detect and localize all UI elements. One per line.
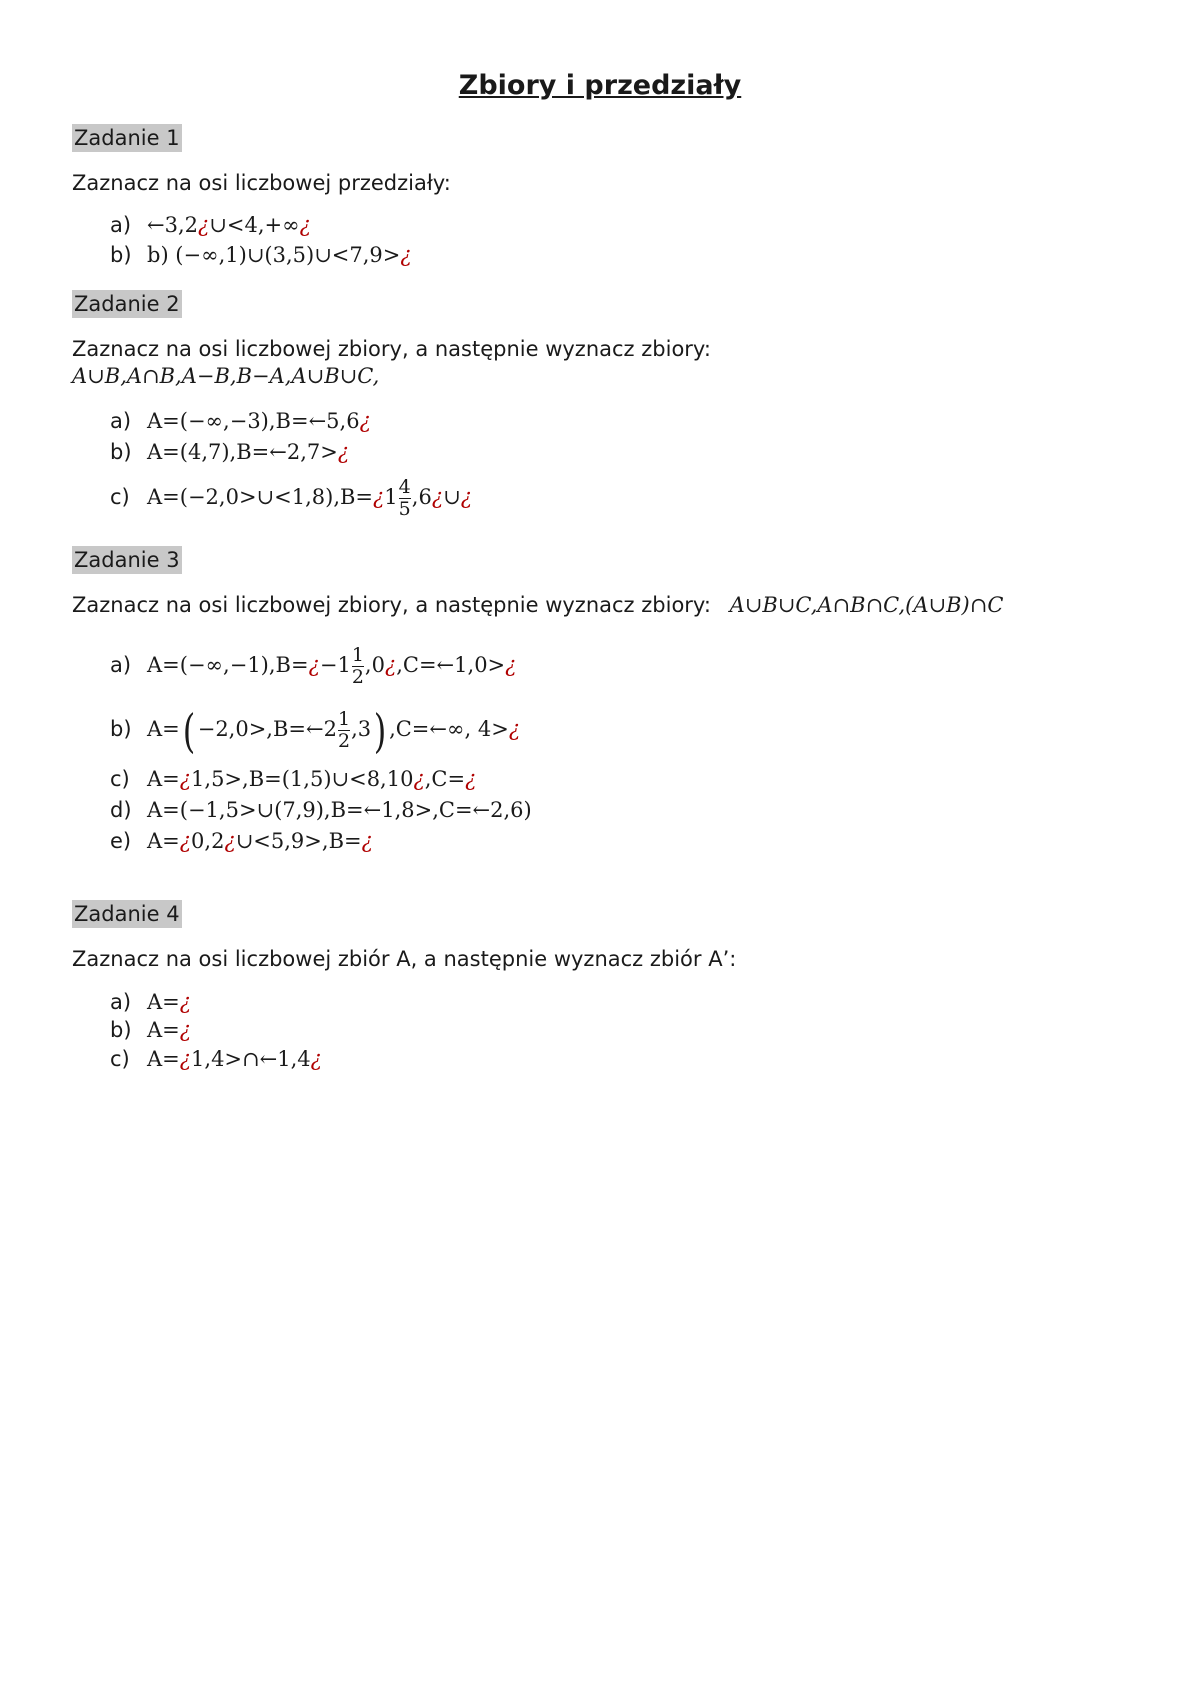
math-text: A=(−2,0>∪<1,8),B=	[147, 485, 374, 509]
task-2-instruction: Zaznacz na osi liczbowej zbiory, a następnie wyznacz zbiory:	[72, 337, 711, 361]
math-error-glyph: ¿	[179, 767, 192, 791]
task-2-item-c	[110, 474, 472, 520]
fraction-numerator: 1	[351, 644, 364, 666]
task-4-heading: Zadanie 4	[74, 902, 180, 926]
math-error-glyph: ¿	[400, 243, 412, 267]
math-text: A=	[147, 1018, 180, 1042]
math-text: ,C=	[424, 767, 466, 791]
math-error-glyph: ¿	[179, 1018, 192, 1042]
math-error-glyph: ¿	[359, 409, 371, 433]
task-3-item-a	[110, 640, 516, 690]
math-text: ∪	[443, 485, 461, 509]
math-error-glyph: ¿	[505, 653, 517, 677]
math-text: 0,2	[191, 829, 225, 853]
math-text: A=(−∞,−3),B=←5,6	[147, 409, 360, 433]
math-error-glyph: ¿	[384, 653, 397, 677]
math-text: 1	[384, 485, 398, 509]
math-text: −1	[319, 653, 351, 677]
fraction-denominator: 2	[337, 730, 351, 752]
page-title: Zbiory i przedziały	[458, 70, 742, 101]
item-label: e)	[110, 829, 132, 853]
math-error-glyph: ¿	[179, 990, 192, 1014]
task-4-item-a	[110, 987, 191, 1017]
math-error-glyph: ¿	[198, 213, 210, 237]
math-error-glyph: ¿	[460, 485, 472, 509]
math-error-glyph: ¿	[310, 1047, 322, 1071]
math-text: A=(−∞,−1),B=	[147, 653, 309, 677]
task-2-heading: Zadanie 2	[74, 292, 180, 316]
fraction	[352, 645, 364, 688]
math-text: ∪<4,+∞	[209, 213, 300, 237]
math-text: A=(4,7),B=←2,7>	[147, 440, 338, 464]
item-label: a)	[110, 409, 132, 433]
item-label: a)	[110, 653, 132, 677]
fraction-denominator: 2	[351, 666, 364, 688]
math-text: ,0	[364, 653, 385, 677]
fraction	[399, 477, 411, 520]
math-error-glyph: ¿	[373, 485, 385, 509]
task-3-instruction-text: Zaznacz na osi liczbowej zbiory, a następnie wyznacz zbiory:	[72, 593, 711, 617]
math-text: A=	[147, 767, 180, 791]
task-4-item-b	[110, 1015, 191, 1045]
math-text: A=	[147, 990, 180, 1014]
math-text: ,3	[351, 717, 372, 741]
item-label: a)	[110, 990, 132, 1014]
fraction-numerator: 4	[398, 476, 411, 498]
task-3-item-d	[110, 795, 532, 825]
task-1-item-b	[110, 240, 412, 270]
item-label: b)	[110, 717, 132, 741]
math-text: 1,4>∩←1,4	[191, 1047, 311, 1071]
fraction-numerator: 1	[337, 708, 351, 730]
math-text: A=	[147, 1047, 180, 1071]
item-label: b)	[110, 440, 132, 464]
math-text: A=(−1,5>∪(7,9),B=←1,8>,C=←2,6)	[147, 798, 532, 822]
math-error-glyph: ¿	[361, 829, 373, 853]
math-error-glyph: ¿	[179, 1047, 192, 1071]
math-error-glyph: ¿	[224, 829, 236, 853]
math-text: 1,5>,B=(1,5)∪<8,10	[191, 767, 414, 791]
item-label: c)	[110, 767, 130, 791]
task-4-item-c	[110, 1044, 322, 1074]
math-error-glyph: ¿	[431, 485, 444, 509]
task-3-item-e	[110, 826, 373, 856]
math-text: A=	[147, 717, 180, 741]
task-3-item-b	[110, 700, 520, 758]
item-label: a)	[110, 213, 132, 237]
task-2-item-b	[110, 437, 349, 467]
math-text: A=	[147, 829, 180, 853]
task-1-item-a	[110, 210, 311, 240]
math-error-glyph: ¿	[299, 213, 311, 237]
math-error-glyph: ¿	[508, 717, 521, 741]
item-label: d)	[110, 798, 132, 822]
task-3-instruction	[72, 592, 1003, 618]
task-1-instruction: Zaznacz na osi liczbowej przedziały:	[72, 171, 451, 195]
math-error-glyph: ¿	[413, 767, 425, 791]
item-label: c)	[110, 1047, 130, 1071]
item-label: c)	[110, 485, 130, 509]
fraction	[338, 709, 350, 752]
item-label: b)	[110, 1018, 132, 1042]
task-3-item-c	[110, 764, 476, 794]
item-label: b)	[110, 243, 132, 267]
math-error-glyph: ¿	[179, 829, 192, 853]
fraction-denominator: 5	[398, 498, 411, 520]
math-error-glyph: ¿	[308, 653, 320, 677]
math-text: ,C=←1,0>	[396, 653, 506, 677]
right-paren: )	[373, 703, 387, 758]
math-text: b) (−∞,1)∪(3,5)∪<7,9>	[147, 243, 401, 267]
task-2-item-a	[110, 406, 371, 436]
math-text: ,6	[411, 485, 432, 509]
left-paren: (	[182, 703, 196, 758]
task-3-heading: Zadanie 3	[74, 548, 180, 572]
math-text: ∪<5,9>,B=	[235, 829, 362, 853]
task-2-sets: A∪B,A∩B,A−B,B−A,A∪B∪C,	[72, 364, 380, 388]
math-error-glyph: ¿	[337, 440, 350, 464]
task-4-instruction: Zaznacz na osi liczbowej zbiór A, a następnie wyznacz zbiór A’:	[72, 947, 737, 971]
math-text: −2,0>,B=←2	[197, 717, 337, 741]
math-text: ←3,2	[147, 213, 198, 237]
task-1-heading: Zadanie 1	[74, 126, 180, 150]
math-text: ,C=←∞, 4>	[389, 717, 509, 741]
math-error-glyph: ¿	[465, 767, 477, 791]
task-3-sets: A∪B∪C,A∩B∩C,(A∪B)∩C	[729, 593, 1004, 617]
